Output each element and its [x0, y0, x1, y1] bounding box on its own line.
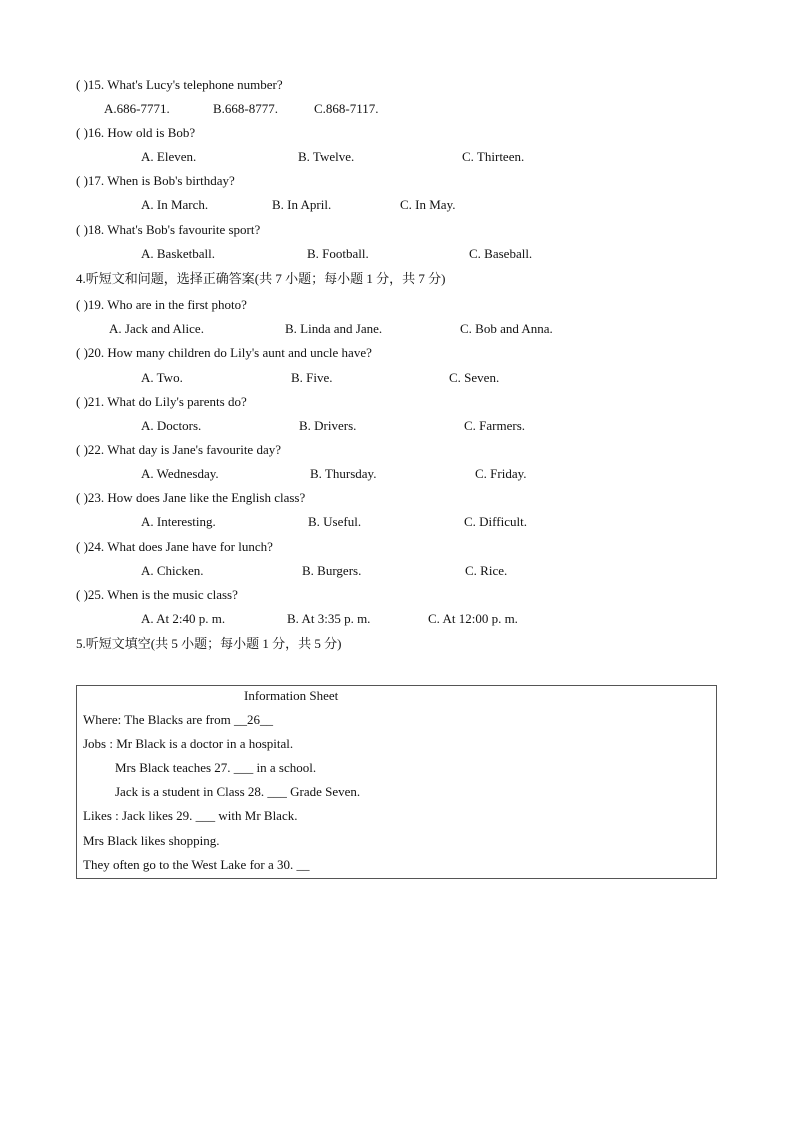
- option-b: B. Thursday.: [310, 466, 377, 481]
- question-number: ( )23.: [76, 490, 105, 505]
- question-text: What's Bob's favourite sport?: [107, 222, 261, 237]
- question-16: [76, 125, 195, 141]
- question-17: [76, 173, 235, 189]
- option-b: B. In April.: [272, 197, 332, 212]
- question-20: [76, 345, 372, 361]
- option-b: B. Linda and Jane.: [285, 321, 383, 336]
- question-text: Who are in the first photo?: [107, 297, 247, 312]
- question-19: [76, 297, 247, 313]
- question-25: [76, 587, 238, 603]
- question-number: ( )17.: [76, 173, 105, 188]
- option-b: B. Five.: [291, 370, 333, 385]
- question-18: [76, 222, 260, 238]
- option-a: A. At 2:40 p. m.: [141, 611, 226, 626]
- question-23: [76, 490, 305, 506]
- option-b: B. At 3:35 p. m.: [287, 611, 371, 626]
- option-c: C. Baseball.: [469, 246, 533, 261]
- option-b: B. Twelve.: [298, 149, 355, 164]
- question-text: How old is Bob?: [107, 125, 196, 140]
- question-number: ( )24.: [76, 539, 105, 554]
- info-line-jack: Jack is a student in Class 28. ___ Grade Seven.: [115, 784, 361, 799]
- question-24: [76, 539, 273, 555]
- question-21: [76, 394, 247, 410]
- option-b: B. Drivers.: [299, 418, 357, 433]
- question-number: ( )15.: [76, 77, 105, 92]
- option-c: C. Friday.: [475, 466, 527, 481]
- question-text: How does Jane like the English class?: [107, 490, 306, 505]
- information-sheet: [76, 685, 717, 879]
- option-a: A. Interesting.: [141, 514, 216, 529]
- question-number: ( )22.: [76, 442, 105, 457]
- option-c: C. Thirteen.: [462, 149, 525, 164]
- option-c: C. In May.: [400, 197, 456, 212]
- option-c: C. Bob and Anna.: [460, 321, 553, 336]
- question-text: What do Lily's parents do?: [107, 394, 247, 409]
- info-line-mrs-black: Mrs Black teaches 27. ___ in a school.: [115, 760, 317, 775]
- info-line-likes: Likes : Jack likes 29. ___ with Mr Black.: [83, 808, 298, 823]
- option-c: C.868-7117.: [314, 101, 379, 116]
- option-c: C. Rice.: [465, 563, 508, 578]
- option-a: A.686-7771.: [104, 101, 170, 116]
- question-number: ( )19.: [76, 297, 105, 312]
- info-line-west-lake: They often go to the West Lake for a 30. __: [83, 857, 310, 872]
- question-text: What day is Jane's favourite day?: [107, 442, 281, 457]
- info-line-jobs: Jobs : Mr Black is a doctor in a hospital.: [83, 736, 294, 751]
- question-number: ( )25.: [76, 587, 105, 602]
- option-a: A. Basketball.: [141, 246, 216, 261]
- section-5-heading: 5.听短文填空(共 5 小题；每小题 1 分，共 5 分): [76, 636, 342, 651]
- question-number: ( )20.: [76, 345, 105, 360]
- option-c: C. Farmers.: [464, 418, 526, 433]
- question-text: How many children do Lily's aunt and uncle have?: [107, 345, 372, 360]
- option-a: A. In March.: [141, 197, 209, 212]
- option-b: B. Burgers.: [302, 563, 362, 578]
- question-15: [76, 77, 283, 93]
- option-a: A. Jack and Alice.: [109, 321, 204, 336]
- info-line-mrs-black-likes: Mrs Black likes shopping.: [83, 833, 220, 848]
- option-b: B.668-8777.: [213, 101, 278, 116]
- question-number: ( )21.: [76, 394, 105, 409]
- option-a: A. Eleven.: [141, 149, 197, 164]
- question-22: [76, 442, 281, 458]
- question-text: What's Lucy's telephone number?: [107, 77, 283, 92]
- option-a: A. Wednesday.: [141, 466, 219, 481]
- option-b: B. Useful.: [308, 514, 362, 529]
- option-a: A. Chicken.: [141, 563, 204, 578]
- section-4-heading: 4.听短文和问题，选择正确答案(共 7 小题；每小题 1 分，共 7 分): [76, 271, 446, 286]
- question-number: ( )16.: [76, 125, 105, 140]
- option-a: A. Doctors.: [141, 418, 202, 433]
- question-text: When is Bob's birthday?: [107, 173, 235, 188]
- info-line-where: Where: The Blacks are from __26__: [83, 712, 273, 727]
- question-text: What does Jane have for lunch?: [107, 539, 273, 554]
- option-b: B. Football.: [307, 246, 369, 261]
- option-c: C. At 12:00 p. m.: [428, 611, 518, 626]
- question-text: When is the music class?: [107, 587, 238, 602]
- info-sheet-title: Information Sheet: [244, 688, 339, 703]
- option-c: C. Seven.: [449, 370, 500, 385]
- option-c: C. Difficult.: [464, 514, 527, 529]
- option-a: A. Two.: [141, 370, 183, 385]
- question-number: ( )18.: [76, 222, 105, 237]
